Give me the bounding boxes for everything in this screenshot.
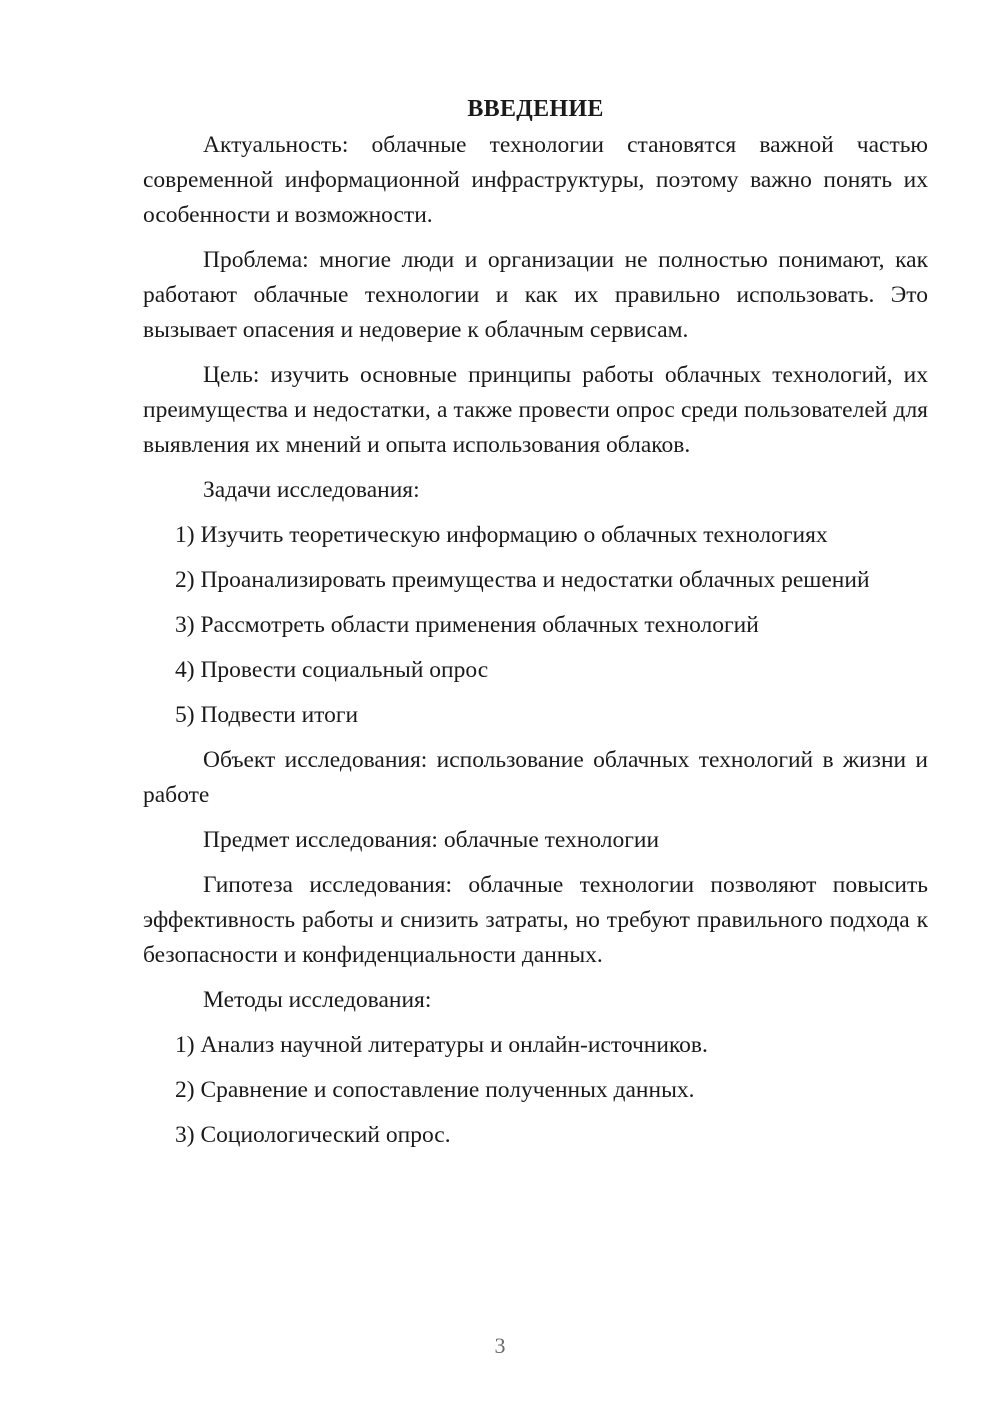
list-item: 4) Провести социальный опрос [175,657,489,683]
list-item: 5) Подвести итоги [175,702,359,728]
goal-paragraph: Цель: изучить основные принципы работы облачных технологий, их преимущества и недостатки, а также провести опрос среди пользователей для выявления их мнений и опыта использования облаков. [143,362,928,458]
list-item: 3) Рассмотреть области применения облачных технологий [175,612,759,638]
list-item: 1) Анализ научной литературы и онлайн-источников. [175,1032,708,1058]
problem-paragraph: Проблема: многие люди и организации не полностью понимают, как работают облачные технологии и как их правильно использовать. Это вызывает опасения и недоверие к облачным сервисам. [143,247,928,343]
object-paragraph: Объект исследования: использование облачных технологий в жизни и работе [143,747,928,808]
tasks-list [143,518,928,733]
page-title: ВВЕДЕНИЕ [467,96,604,122]
subject-paragraph: Предмет исследования: облачные технологии [203,827,660,853]
list-item: 2) Проанализировать преимущества и недостатки облачных решений [175,567,870,593]
relevance-paragraph: Актуальность: облачные технологии становятся важной частью современной информационной инфраструктуры, поэтому важно понять их особенности и возможности. [143,132,928,228]
tasks-heading: Задачи исследования: [203,477,420,503]
list-item: 3) Социологический опрос. [175,1122,451,1148]
document-page [143,94,928,1163]
methods-heading: Методы исследования: [203,987,432,1013]
page-number: 3 [494,1333,506,1358]
list-item: 1) Изучить теоретическую информацию о облачных технологиях [175,522,828,548]
methods-list [143,1028,928,1153]
hypothesis-paragraph: Гипотеза исследования: облачные технологии позволяют повысить эффективность работы и снизить затраты, но требуют правильного подхода к безопасности и конфиденциальности данных. [143,872,928,968]
list-item: 2) Сравнение и сопоставление полученных данных. [175,1077,695,1103]
